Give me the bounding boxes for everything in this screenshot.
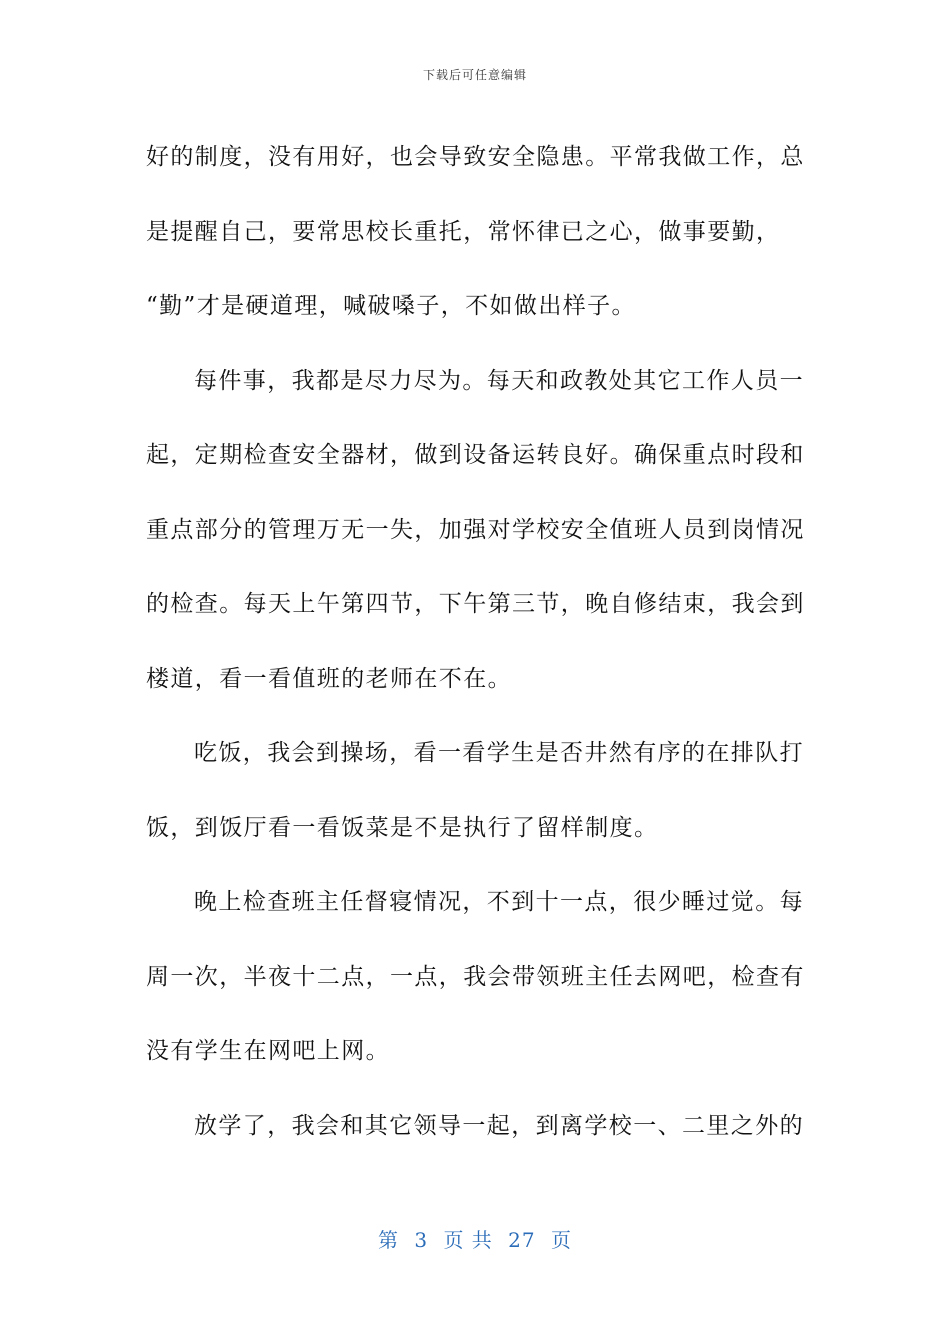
page-header: 下载后可任意编辑 [422, 68, 527, 82]
text-line-8: 楼道，看一看值班的老师在不在。 [146, 665, 512, 692]
text-line-13: 没有学生在网吧上网。 [146, 1038, 390, 1064]
text-line-14: 放学了，我会和其它领导一起，到离学校一、二里之外的 [194, 1112, 804, 1139]
text-line-4: 每件事，我都是尽力尽为。每天和政教处其它工作人员一 [194, 367, 804, 394]
text-line-3: “勤”才是硬道理，喊破嗓子，不如做出样子。 [146, 293, 636, 319]
total-page-count: 27 [508, 1228, 536, 1252]
footer-prefix: 第 [378, 1228, 399, 1252]
document-body [146, 120, 805, 1163]
text-block [146, 120, 805, 1163]
text-line-11: 晚上检查班主任督寝情况，不到十一点，很少睡过觉。每 [194, 889, 804, 915]
text-line-6: 重点部分的管理万无一失，加强对学校安全值班人员到岗情况 [146, 516, 805, 543]
text-line-1: 好的制度，没有用好，也会导致安全隐患。平常我做工作，总 [146, 144, 805, 170]
text-line-9: 吃饭，我会到操场，看一看学生是否井然有序的在排队打 [194, 740, 804, 766]
text-line-10: 饭，到饭厅看一看饭菜是不是执行了留样制度。 [146, 814, 659, 841]
text-line-12: 周一次，半夜十二点，一点，我会带领班主任去网吧，检查有 [146, 963, 805, 990]
text-line-7: 的检查。每天上午第四节，下午第三节，晚自修结束，我会到 [146, 591, 805, 617]
page-footer [0, 1224, 950, 1253]
current-page-number: 3 [414, 1228, 429, 1252]
text-line-5: 起，定期检查安全器材，做到设备运转良好。确保重点时段和 [146, 442, 805, 468]
footer-suffix: 页 [550, 1228, 572, 1252]
footer-middle: 页 共 [443, 1228, 493, 1252]
text-line-2: 是提醒自己，要常思校长重托，常怀律已之心，做事要勤， [146, 218, 781, 245]
